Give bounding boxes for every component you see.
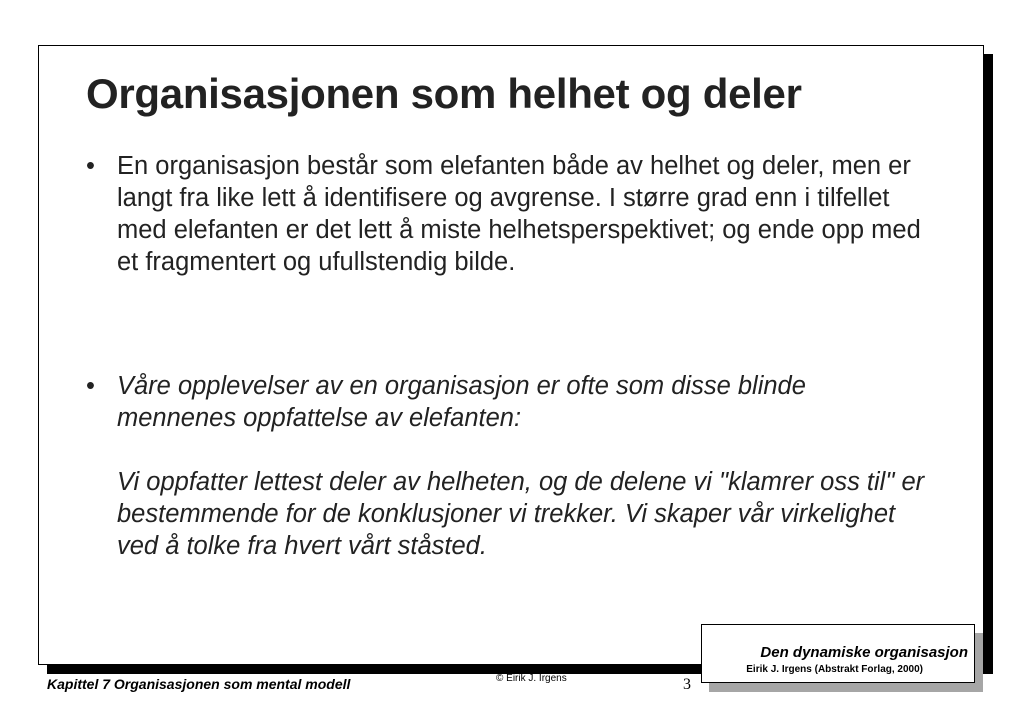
book-subtitle: Eirik J. Irgens (Abstrakt Forlag, 2000): [746, 664, 923, 675]
footer-copyright: © Eirik J. Irgens: [496, 673, 567, 684]
paragraph-gap: [86, 434, 926, 466]
bullet-text: En organisasjon består som elefanten både av helhet og deler, men er langt fra like lett å identifisere og avgrense. I større grad enn i tilfellet med elefanten er det lett å miste helhetsperspektivet; og ende opp med et fragmentert og ufullstendig bilde.: [117, 152, 921, 276]
slide-frame: [38, 45, 984, 665]
book-box: [701, 624, 975, 683]
bullet-text: Våre opplevelser av en organisasjon er ofte som disse blinde mennenes oppfattelse av elefanten:: [117, 372, 806, 432]
bullet-continuation: Vi oppfatter lettest deler av helheten, og de delene vi "klamrer oss til" er bestemmende for de konklusjoner vi trekker. Vi skaper vår virkelighet ved å tolke fra hvert vårt ståsted.: [117, 468, 925, 560]
bullet-item: [86, 370, 926, 562]
footer-chapter: Kapittel 7 Organisasjonen som mental modell: [47, 676, 351, 692]
book-title: Den dynamiske organisasjon: [760, 644, 968, 661]
bullet-marker: •: [86, 152, 95, 180]
page-number: 3: [683, 676, 691, 693]
bullet-marker: •: [86, 372, 95, 400]
slide-title: Organisasjonen som helhet og deler: [86, 70, 802, 117]
bullet-item: [86, 150, 926, 278]
